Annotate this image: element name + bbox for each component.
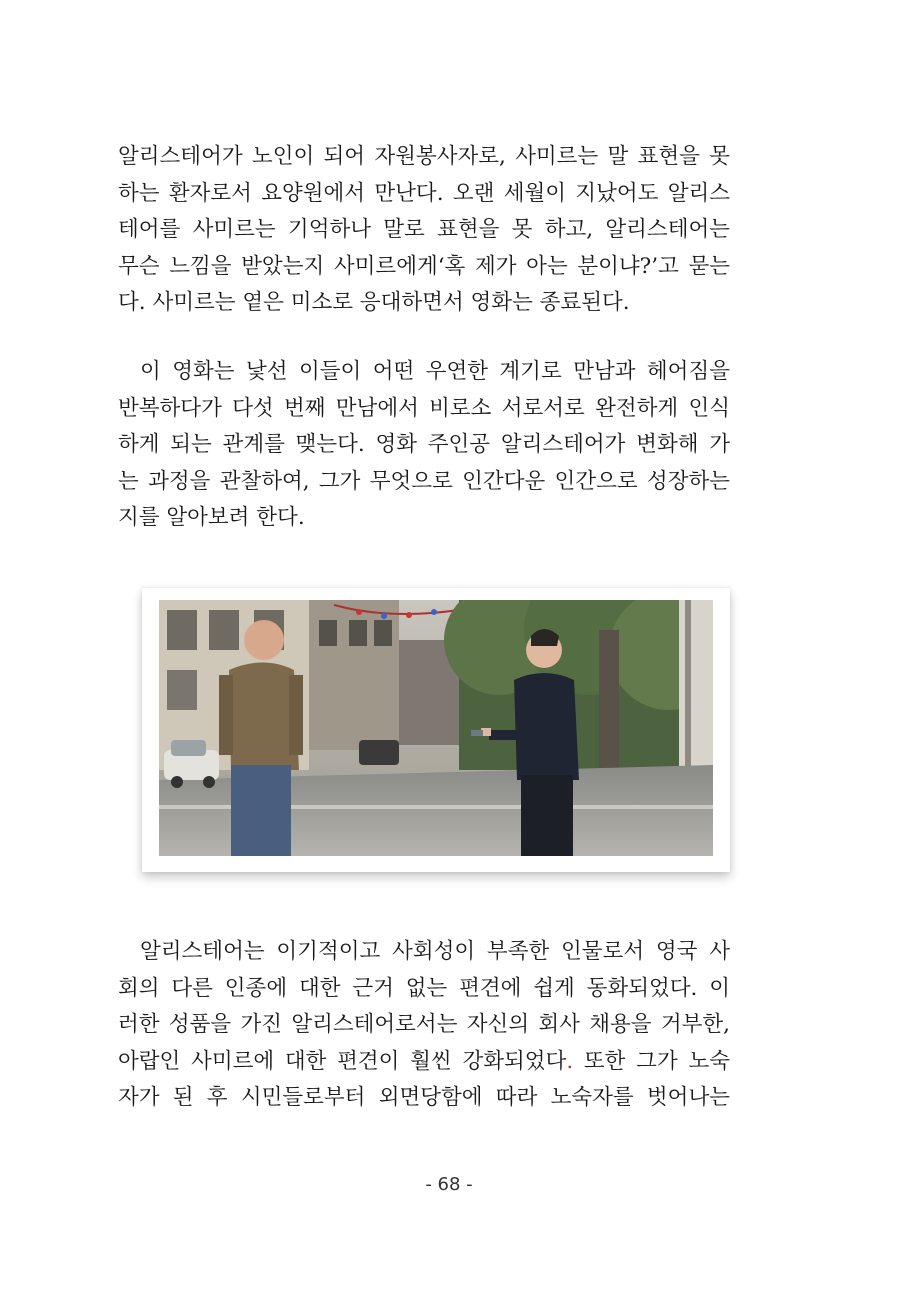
paragraph-line: 무슨 느낌을 받았는지 사미르에게‘혹 제가 아는 분이냐?’고 묻는 [118, 253, 730, 279]
paragraph-line-with-red-period [118, 1044, 730, 1081]
paragraph-text: 또한 그가 노숙 [573, 1048, 730, 1074]
paragraph-line: 테어를 사미르는 기억하나 말로 표현을 못 하고, 알리스테어는 [118, 217, 730, 243]
street-scene-illustration [159, 600, 713, 856]
paragraph-line: 알리스테어가 노인이 되어 자원봉사자로, 사미르는 말 표현을 못 [118, 144, 730, 169]
film-still-figure [142, 588, 730, 872]
paragraph-line: 하게 되는 관계를 맺는다. 영화 주인공 알리스테어가 변화해 가 [118, 432, 730, 458]
paragraph-line: 하는 환자로서 요양원에서 만난다. 오랜 세월이 지났어도 알리스 [118, 180, 730, 206]
paragraph-line: 다. 사미르는 옅은 미소로 응대하면서 영화는 종료된다. [118, 290, 630, 316]
paragraph-2 [118, 354, 730, 537]
paragraph-text: 아랍인 사미르에 대한 편견이 훨씬 강화되었다 [118, 1048, 567, 1074]
paragraph-1 [118, 139, 730, 322]
paragraph-line: 이 영화는 낯선 이들이 어떤 우연한 계기로 만남과 헤어짐을 [140, 359, 730, 384]
paragraph-line: 지를 알아보려 한다. [118, 505, 305, 531]
paragraph-line: 자가 된 후 시민들로부터 외면당함에 따라 노숙자를 벗어나는 [118, 1085, 730, 1111]
page-number: - 68 - [425, 1174, 473, 1195]
paragraph-line: 러한 성품을 가진 알리스테어로서는 자신의 회사 채용을 거부한, [118, 1012, 730, 1038]
red-period: . [566, 1048, 574, 1074]
paragraph-line: 회의 다른 인종에 대한 근거 없는 편견에 쉽게 동화되었다. 이 [118, 975, 730, 1001]
paragraph-line: 반복하다가 다섯 번째 만남에서 비로소 서로서로 완전하게 인식 [118, 395, 730, 421]
paragraph-line: 는 과정을 관찰하여, 그가 무엇으로 인간다운 인간으로 성장하는 [118, 468, 730, 494]
film-still-photo [159, 600, 713, 856]
paragraph-3 [118, 934, 730, 1117]
paragraph-line: 알리스테어는 이기적이고 사회성이 부족한 인물로서 영국 사 [140, 939, 730, 964]
